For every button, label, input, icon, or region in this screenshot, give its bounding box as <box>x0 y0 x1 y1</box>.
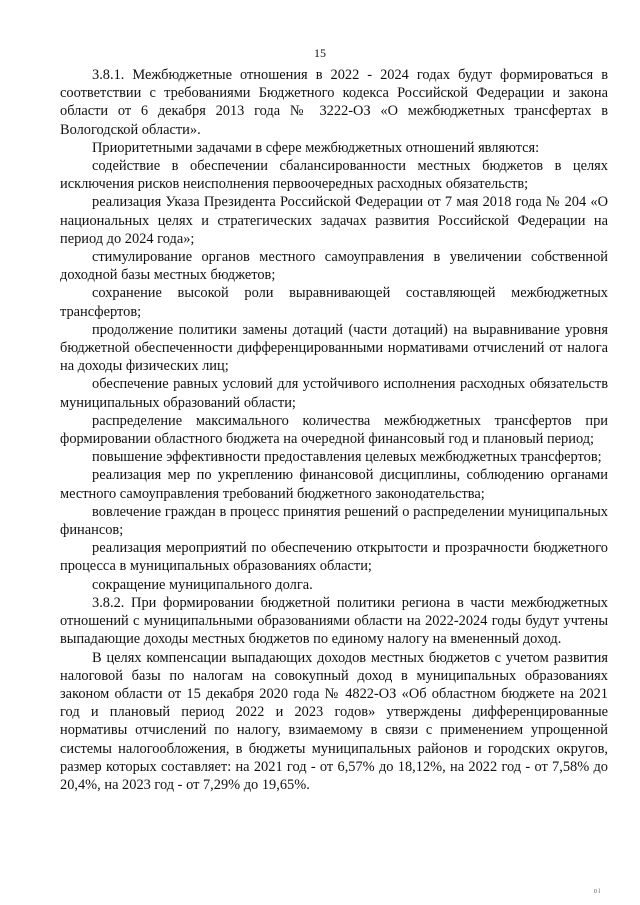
list-item: сокращение муниципального долга. <box>92 576 313 593</box>
list-item: сохранение высокой роли выравнивающей составляющей межбюджетных трансфертов; <box>60 285 608 320</box>
list-item: вовлечение граждан в процесс принятия решений о распределении муниципальных финансов; <box>60 503 608 539</box>
list-item: стимулирование органов местного самоуправления в увеличении собственной доходной базы местных бюджетов; <box>60 249 608 284</box>
list-item: реализация мер по укреплению финансовой дисциплины, соблюдению органами местного самоуправления требований бюджетного законодательства; <box>60 467 608 502</box>
list-item: содействие в обеспечении сбалансированности местных бюджетов в целях исключения рисков неисполнения первоочередных расходных обязательств; <box>60 158 608 193</box>
list-item: продолжение политики замены дотаций (части дотаций) на выравнивание уровня бюджетной обеспеченности дифференцированными нормативами отчислений от налога на доходы физических лиц; <box>60 321 608 375</box>
list-item: реализация Указа Президента Российской Федерации от 7 мая 2018 года № 204 «О национальных целях и стратегических задачах развития Российской Федерации на период до 2024 года»; <box>60 194 608 247</box>
list-item: распределение максимального количества межбюджетных трансфертов при формировании областного бюджета на очередной финансовый год и плановый период; <box>60 412 608 448</box>
paragraph-3-8-2: 3.8.2. При формировании бюджетной политики региона в части межбюджетных отношений с муниципальными образованиями области на 2022-2024 годы будут учтены выпадающие доходы местных бюджетов по единому налогу на вмененный доход. <box>60 594 608 648</box>
paragraph-compensation: В целях компенсации выпадающих доходов местных бюджетов с учетом развития налоговой базы по налогам на совокупный доход в муниципальных образованиях законом области от 15 декабря 2020 года № 4822-ОЗ «Об областном бюджете на 2021 год и плановый период 2022 и 2023 годов» утверждены дифференцированные нормативы отчислений по налогу, взимаемому в связи с применением упрощенной системы налогообложения, в бюджеты муниципальных районов и городских округов, размер которых составляет: на 2021 год - от 6,57% до 18,12%, на 2022 год - от 7,58% до 20,4%, на 2023 год - от 7,29% до 19,65%. <box>60 649 608 793</box>
list-item: реализация мероприятий по обеспечению открытости и прозрачности бюджетного процесса в муниципальных образованиях области; <box>60 540 608 575</box>
paragraph-priorities-intro: Приоритетными задачами в сфере межбюджетных отношений являются: <box>92 139 540 156</box>
document-body <box>60 66 608 794</box>
list-item: повышение эффективности предоставления целевых межбюджетных трансфертов; <box>92 449 602 466</box>
paragraph-3-8-1: 3.8.1. Межбюджетные отношения в 2022 - 2024 годах будут формироваться в соответствии с требованиями Бюджетного кодекса Российской Федерации и закона области от 6 декабря 2013 года № 3222-ОЗ «О межбюджетных трансфертах в Вологодской области». <box>60 67 608 138</box>
list-item: обеспечение равных условий для устойчивого исполнения расходных обязательств муниципальных образований области; <box>60 376 608 411</box>
footer-mark: 0 l <box>593 889 600 895</box>
page-number: 15 <box>314 46 326 60</box>
